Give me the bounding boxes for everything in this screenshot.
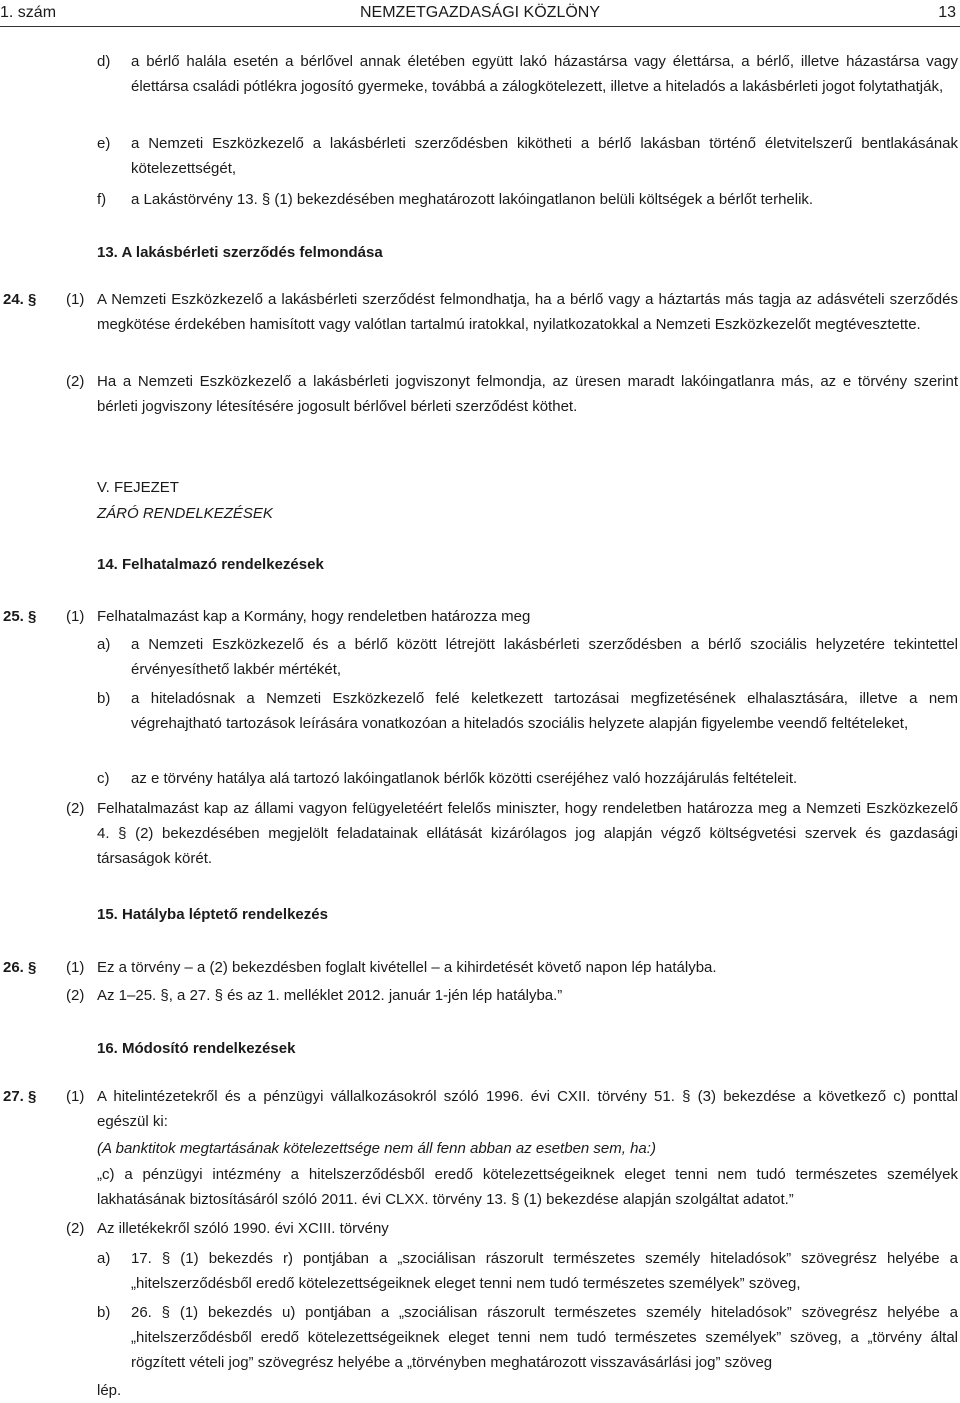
paragraph-text: Ez a törvény – a (2) bekezdésben foglalt kivétellel – a kihirdetését követő napon lép hatályba. xyxy=(97,959,717,976)
item-label: f) xyxy=(97,191,107,208)
section-number: 27. § xyxy=(3,1088,37,1105)
paragraph-label: (1) xyxy=(66,291,85,308)
paragraph-label: (1) xyxy=(66,959,85,976)
paragraph-text: Az 1–25. §, a 27. § és az 1. melléklet 2012. január 1-jén lép hatályba.” xyxy=(97,987,563,1004)
paragraph-label: (1) xyxy=(66,608,85,625)
item-label: e) xyxy=(97,135,111,152)
issue-number: 1. szám xyxy=(0,4,57,21)
page-header xyxy=(0,0,960,27)
section-title: 15. Hatályba léptető rendelkezés xyxy=(97,906,328,923)
page-number: 13 xyxy=(938,4,956,21)
amendment-intro: (A banktitok megtartásának kötelezettsége nem áll fenn abban az esetben sem, ha:) xyxy=(97,1140,656,1157)
section-number: 26. § xyxy=(3,959,37,976)
paragraph-text: A hitelintézetekről és a pénzügyi vállalkozásokról szóló 1996. évi CXII. törvény 51. § (3) bekezdése a következő c) ponttal egészül ki: xyxy=(97,1088,958,1130)
paragraph-text: Ha a Nemzeti Eszközkezelő a lakásbérleti jogviszonyt felmondja, az üresen maradt lakóingatlanra más, az e törvény szerint bérleti jogviszony létesítésére jogosult bérlővel bérleti szerződést köthet. xyxy=(97,373,958,415)
paragraph-label: (2) xyxy=(66,987,85,1004)
list-item-text: a Lakástörvény 13. § (1) bekezdésében meghatározott lakóingatlanon belüli költségek a bérlőt terhelik. xyxy=(131,191,814,208)
item-label: b) xyxy=(97,1304,111,1321)
list-item-text: 17. § (1) bekezdés r) pontjában a „szociálisan rászorult természetes személy hiteladósok” szövegrész helyébe a „hitelszerződésből eredő kötelezettségeiknek eleget tenni nem tudó természetes személyek” szöveg, xyxy=(131,1250,958,1292)
paragraph-label: (1) xyxy=(66,1088,85,1105)
section-number: 25. § xyxy=(3,608,37,625)
paragraph-label: (2) xyxy=(66,800,85,817)
item-label: b) xyxy=(97,690,111,707)
item-label: c) xyxy=(97,770,110,787)
list-item-text: a bérlő halála esetén a bérlővel annak életében együtt lakó házastársa vagy élettársa, a bérlő, illetve házastársa vagy élettársa családi pótlékra jogosító gyermeke, továbbá a zálogkötelezett, illetve a hiteladós a lakásbérleti jogot folytathatják, xyxy=(131,53,958,95)
list-item-text: a hiteladósnak a Nemzeti Eszközkezelő felé keletkezett tartozásai megfizetésének elhalasztására, illetve a nem végrehajtható tartozások leírására vonatkozóan a hiteladós szociális helyzete alapján figyelembe veendő feltételeket, xyxy=(131,690,958,732)
section-title: 14. Felhatalmazó rendelkezések xyxy=(97,556,324,573)
list-item-text: a Nemzeti Eszközkezelő és a bérlő között létrejött lakásbérleti szerződésben a bérlő szociális helyzetére tekintettel érvényesíthető lakbér mértékét, xyxy=(131,636,958,678)
chapter-title: ZÁRÓ RENDELKEZÉSEK xyxy=(97,505,273,522)
item-label: a) xyxy=(97,1250,111,1267)
amendment-quote: „c) a pénzügyi intézmény a hitelszerződésből eredő kötelezettségeiknek eleget tenni nem tudó természetes személyek lakhatásának biztosításáról szóló 2011. évi CLXX. törvény 13. § (1) bekezdése alapján szolgáltat adatot.” xyxy=(97,1166,958,1208)
section-number: 24. § xyxy=(3,291,37,308)
paragraph-text: Az illetékekről szóló 1990. évi XCIII. törvény xyxy=(97,1220,389,1237)
closing-word: lép. xyxy=(97,1382,122,1399)
section-title: 16. Módosító rendelkezések xyxy=(97,1040,296,1057)
item-label: d) xyxy=(97,53,111,70)
list-item-text: a Nemzeti Eszközkezelő a lakásbérleti szerződésben kikötheti a bérlő lakásban történő életvitelszerű bentlakásának kötelezettségét, xyxy=(131,135,958,177)
paragraph-text: Felhatalmazást kap az állami vagyon felügyeletéért felelős miniszter, hogy rendeletben határozza meg a Nemzeti Eszközkezelő 4. § (2) bekezdésében megjelölt feladatainak ellátását kizárólagos jog alapján végző költségvetési szervek és gazdasági társaságok körét. xyxy=(97,800,958,867)
paragraph-text: Felhatalmazást kap a Kormány, hogy rendeletben határozza meg xyxy=(97,608,531,625)
chapter-number: V. FEJEZET xyxy=(97,479,179,496)
paragraph-text: A Nemzeti Eszközkezelő a lakásbérleti szerződést felmondhatja, ha a bérlő vagy a háztartás más tagja az adásvételi szerződés megkötése érdekében hamisított vagy valótlan tartalmú iratokkal, nyilatkozatokkal a Nemzeti Eszközkezelőt megtévesztette. xyxy=(97,291,958,333)
paragraph-label: (2) xyxy=(66,1220,85,1237)
list-item-text: 26. § (1) bekezdés u) pontjában a „szociálisan rászorult természetes személy hiteladósok” szövegrész helyébe a „hitelszerződésből eredő kötelezettségeiknek eleget tenni nem tudó természetes személyek” szöveg, a „törvény által rögzített vételi jog” szövegrész helyébe a „törvényben meghatározott visszavásárlási jog” szöveg xyxy=(131,1304,958,1371)
paragraph-label: (2) xyxy=(66,373,85,390)
journal-title: NEMZETGAZDASÁGI KÖZLÖNY xyxy=(359,4,601,21)
section-title: 13. A lakásbérleti szerződés felmondása xyxy=(97,244,383,261)
list-item-text: az e törvény hatálya alá tartozó lakóingatlanok bérlők közötti cseréjéhez való hozzájárulás feltételeit. xyxy=(131,770,798,787)
item-label: a) xyxy=(97,636,111,653)
